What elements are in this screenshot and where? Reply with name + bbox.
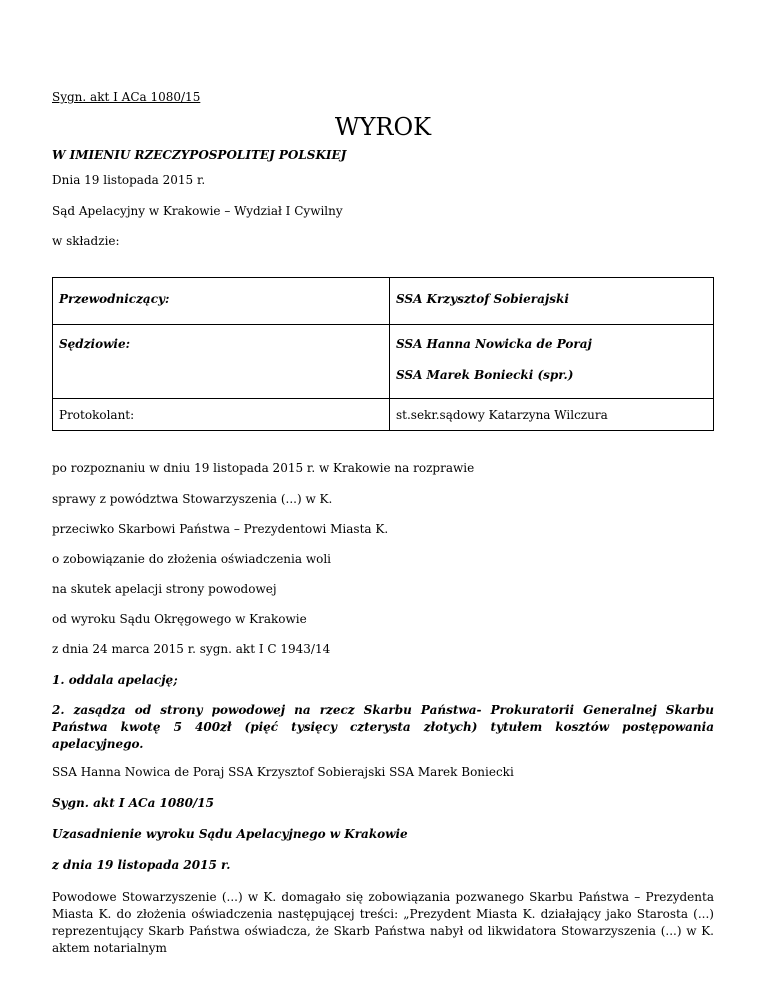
case-reference: Sygn. akt I ACa 1080/15 (52, 90, 201, 104)
document-title: WYROK (334, 113, 432, 141)
ruling-point-1: 1. oddala apelację; (52, 673, 178, 687)
clerk-name: st.sekr.sądowy Katarzyna Wilczura (396, 408, 608, 422)
body-line-6: od wyroku Sądu Okręgowego w Krakowie (52, 612, 307, 626)
judges-label: Sędziowie: (59, 337, 131, 351)
judge-1-name: SSA Hanna Nowicka de Poraj (396, 337, 592, 351)
ruling-point-2: 2. zasądza od strony powodowej na rzecz Skarbu Państwa- Prokuratorii Generalnej Skarbu Państwa kwotę 5 400zł (pięć tysięcy czterysta złotych) tytułem kosztów postępowania apelacyjnego. (52, 703, 714, 751)
composition-line: w składzie: (52, 234, 120, 248)
clerk-label: Protokolant: (59, 408, 135, 422)
court-line: Sąd Apelacyjny w Krakowie – Wydział I Cywilny (52, 204, 343, 218)
judge-2-name: SSA Marek Boniecki (spr.) (396, 368, 574, 382)
panel-row-clerk (53, 399, 714, 431)
body-line-4: o zobowiązanie do złożenia oświadczenia woli (52, 552, 332, 566)
justification-paragraph: Powodowe Stowarzyszenie (...) w K. domagało się zobowiązania pozwanego Skarbu Państwa – Prezydenta Miasta K. do złożenia oświadczenia następującej treści: „Prezydent Miasta K. działający jako Starosta (...) reprezentujący Skarb Państwa oświadcza, że Skarb Państwa nabył od likwidatora Stowarzyszenia (...) w K. aktem notarialnym (52, 890, 714, 955)
justification-case-reference: Sygn. akt I ACa 1080/15 (52, 796, 215, 810)
body-line-2: sprawy z powództwa Stowarzyszenia (...) w K. (52, 492, 333, 506)
panel-row-judges (53, 325, 714, 399)
document-subtitle: W IMIENIU RZECZYPOSPOLITEJ POLSKIEJ (52, 148, 347, 162)
body-line-1: po rozpoznaniu w dniu 19 listopada 2015 r. w Krakowie na rozprawie (52, 461, 475, 475)
date-line: Dnia 19 listopada 2015 r. (52, 173, 206, 187)
justification-heading: Uzasadnienie wyroku Sądu Apelacyjnego w Krakowie (52, 827, 408, 841)
body-line-3: przeciwko Skarbowi Państwa – Prezydentowi Miasta K. (52, 522, 389, 536)
panel-row-chair (53, 278, 714, 325)
chair-label: Przewodniczący: (59, 292, 170, 306)
body-line-5: na skutek apelacji strony powodowej (52, 582, 277, 596)
signatures-line: SSA Hanna Nowica de Poraj SSA Krzysztof Sobierajski SSA Marek Boniecki (52, 765, 514, 779)
court-panel-table (52, 277, 714, 431)
chair-name: SSA Krzysztof Sobierajski (396, 292, 569, 306)
justification-date: z dnia 19 listopada 2015 r. (52, 858, 231, 872)
body-line-7: z dnia 24 marca 2015 r. sygn. akt I C 1943/14 (52, 642, 331, 656)
